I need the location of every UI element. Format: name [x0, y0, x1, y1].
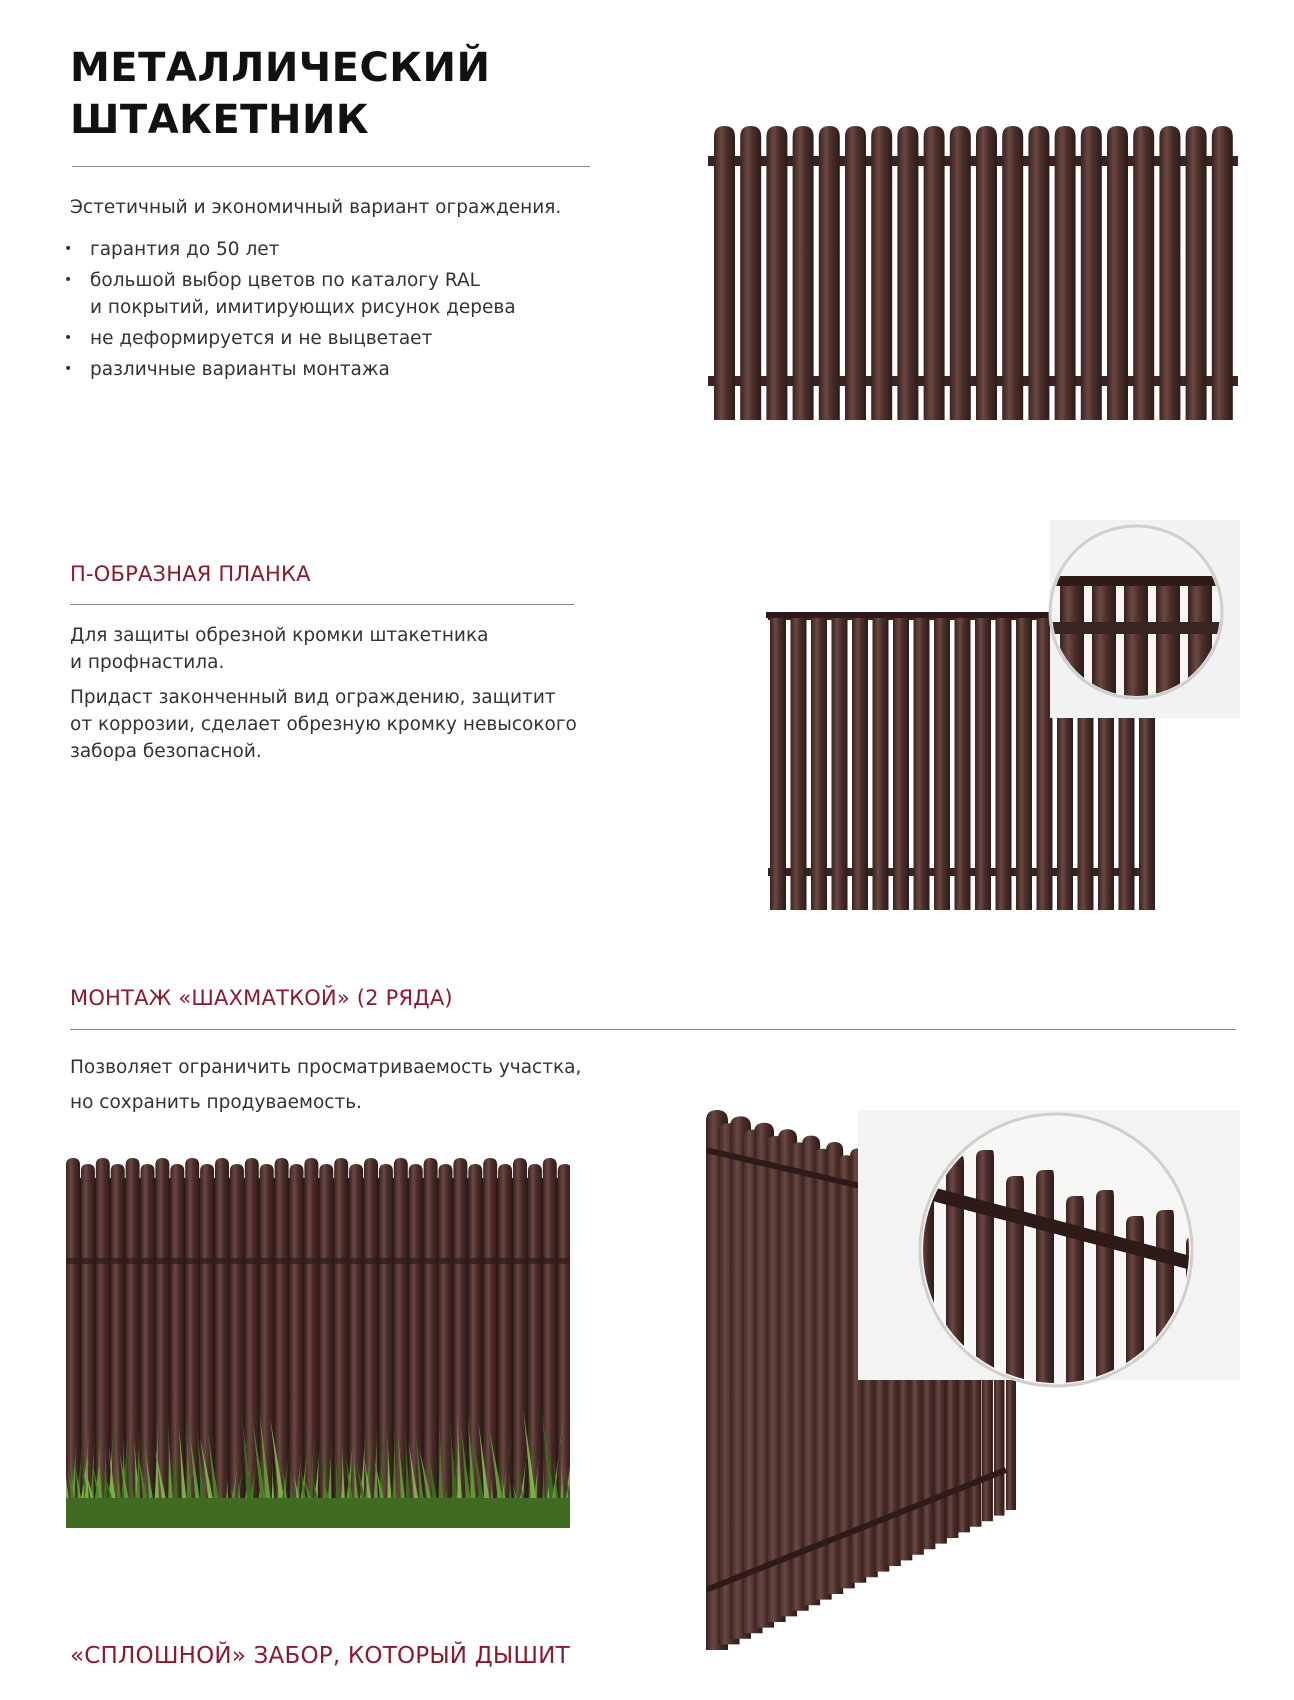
fence-picket	[893, 616, 909, 910]
fence-picket	[230, 1164, 244, 1514]
fence-picket	[394, 1158, 408, 1508]
fence-picket	[924, 126, 945, 420]
fence-rail	[708, 156, 1238, 166]
picket-fence-image	[708, 126, 1238, 426]
u-profile-description: Для защиты обрезной кромки штакетника и профнастила. Придаст законченный вид ограждению, защитит от коррозии, сделает обрезную кромку невысокого забора безопасной.	[70, 625, 577, 762]
fence-picket	[996, 616, 1012, 910]
bottom-caption: «СПЛОШНОЙ» ЗАБОР, КОТОРЫЙ ДЫШИТ	[70, 1643, 570, 1669]
fence-picket	[513, 1158, 527, 1508]
fence-picket	[1016, 616, 1032, 910]
fence-picket	[740, 126, 761, 420]
fence-picket	[897, 126, 918, 420]
title-line-2: ШТАКЕТНИК	[70, 97, 370, 143]
fence-picket	[66, 1158, 80, 1508]
fence-picket	[1028, 126, 1049, 420]
title-line-1: МЕТАЛЛИЧЕСКИЙ	[70, 45, 491, 91]
fence-picket	[1002, 126, 1023, 420]
section-divider	[70, 604, 574, 605]
fence-picket	[483, 1158, 497, 1508]
fence-picket	[975, 616, 991, 910]
zoom-rail	[1050, 622, 1230, 634]
title-divider	[72, 166, 590, 167]
fence-picket	[832, 616, 848, 910]
fence-picket	[871, 126, 892, 420]
grass-base	[66, 1498, 570, 1528]
fence-picket	[950, 126, 971, 420]
page-title	[70, 42, 490, 146]
fence-picket	[714, 126, 735, 420]
u-profile-fence-image	[760, 520, 1240, 920]
feature-item-continuation: и покрытий, имитирующих рисунок дерева	[90, 297, 516, 318]
fence-picket	[914, 616, 930, 910]
feature-item: • различные варианты монтажа	[70, 356, 590, 383]
feature-item: • не деформируется и не выцветает	[70, 325, 590, 352]
fence-picket	[290, 1164, 304, 1514]
feature-item: • большой выбор цветов по каталогу RAL	[70, 267, 590, 294]
fence-picket	[498, 1164, 512, 1514]
section-divider	[70, 1029, 1236, 1030]
checkerboard-description: Позволяет ограничить просматриваемость участка, но сохранить продуваемость.	[70, 1057, 582, 1113]
fence-picket	[793, 126, 814, 420]
feature-item: • гарантия до 50 лет	[70, 236, 590, 263]
zoom-picket	[1036, 1170, 1054, 1410]
fence-picket	[934, 616, 950, 910]
fence-rail	[708, 376, 1238, 386]
fence-rail	[66, 1258, 570, 1264]
fence-picket	[791, 616, 807, 910]
fence-picket	[543, 1158, 557, 1508]
fence-picket	[215, 1158, 229, 1508]
fence-picket	[334, 1158, 348, 1508]
fence-picket	[770, 616, 786, 910]
fence-picket	[976, 126, 997, 420]
perspective-fence-image	[706, 1110, 1240, 1670]
section-heading-checkerboard: МОНТАЖ «ШАХМАТКОЙ» (2 РЯДА)	[70, 986, 453, 1010]
checkerboard-fence-with-grass-image	[66, 1158, 570, 1528]
fence-picket	[96, 1158, 110, 1508]
fence-picket	[1212, 126, 1233, 420]
fence-picket	[1107, 126, 1128, 420]
fence-picket	[766, 126, 787, 420]
fence-picket	[319, 1164, 333, 1514]
fence-picket	[819, 126, 840, 420]
fence-picket	[955, 616, 971, 910]
zoom-cap	[1050, 576, 1230, 586]
fence-picket	[424, 1158, 438, 1508]
fence-picket	[873, 616, 889, 910]
fence-picket	[260, 1164, 274, 1514]
fence-picket	[1133, 126, 1154, 420]
fence-picket	[852, 616, 868, 910]
fence-picket	[379, 1164, 393, 1514]
fence-picket	[1159, 126, 1180, 420]
fence-picket	[1186, 126, 1207, 420]
fence-picket	[1055, 126, 1076, 420]
fence-picket	[811, 616, 827, 910]
feature-list	[70, 236, 590, 387]
fence-picket	[81, 1164, 95, 1514]
intro-text: Эстетичный и экономичный вариант ограждения.	[70, 197, 562, 218]
section-heading-u-profile: П-ОБРАЗНАЯ ПЛАНКА	[70, 562, 311, 586]
fence-picket	[364, 1158, 378, 1508]
fence-picket	[111, 1164, 125, 1514]
fence-picket	[1081, 126, 1102, 420]
fence-picket	[141, 1164, 155, 1514]
fence-picket	[845, 126, 866, 420]
fence-picket	[558, 1164, 570, 1514]
fence-picket	[304, 1158, 318, 1508]
